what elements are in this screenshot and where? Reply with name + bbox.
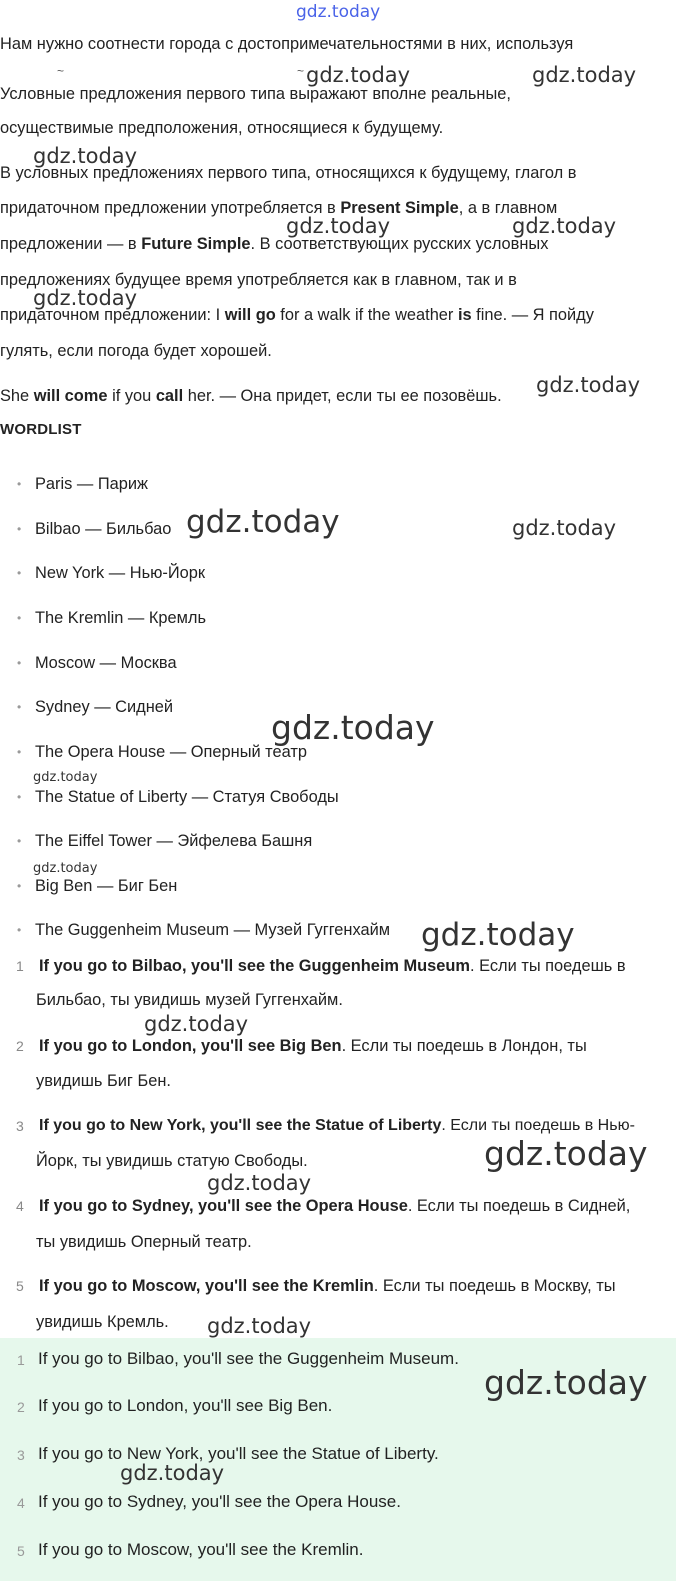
watermark-top: gdz.today	[296, 2, 381, 22]
watermark: gdz.today	[33, 770, 98, 785]
answer-line: If you go to London, you'll see Big Ben.	[38, 1396, 333, 1415]
watermark: gdz.today	[512, 214, 617, 238]
example-line: If you go to Moscow, you'll see the Kremlin. Если ты поедешь в Москву, ты	[39, 1277, 616, 1295]
intro-line-7: предложениях будущее время употребляется как в главном, так и в	[0, 271, 517, 289]
watermark: gdz.today	[512, 516, 617, 540]
example-continuation: ты увидишь Оперный театр.	[36, 1233, 252, 1251]
intro-line-10: She will come if you call her. — Она придет, если ты ее позовёшь.	[0, 387, 502, 405]
example-number: 5	[16, 1278, 24, 1294]
tilde-mark: ~	[57, 64, 65, 78]
answer-number: 1	[17, 1352, 25, 1368]
watermark: gdz.today	[120, 1461, 225, 1485]
answer-number: 2	[17, 1399, 25, 1415]
watermark: gdz.today	[484, 1134, 648, 1173]
example-number: 1	[16, 958, 24, 974]
answer-number: 5	[17, 1543, 25, 1559]
intro-line-9: гулять, если погода будет хорошей.	[0, 342, 272, 360]
watermark: gdz.today	[306, 63, 411, 87]
example-line: If you go to Bilbao, you'll see the Guggenheim Museum. Если ты поедешь в	[39, 957, 626, 975]
intro-line-4: В условных предложениях первого типа, относящихся к будущему, глагол в	[0, 164, 577, 182]
watermark: gdz.today	[271, 708, 435, 747]
watermark: gdz.today	[144, 1012, 249, 1036]
watermark: gdz.today	[421, 917, 575, 953]
example-number: 2	[16, 1038, 24, 1054]
tilde-mark: ~	[297, 64, 305, 78]
watermark: gdz.today	[207, 1171, 312, 1195]
wordlist-title: WORDLIST	[0, 421, 82, 438]
answer-line: If you go to Moscow, you'll see the Kremlin.	[38, 1540, 364, 1559]
example-number: 4	[16, 1198, 24, 1214]
example-line: If you go to London, you'll see Big Ben. Если ты поедешь в Лондон, ты	[39, 1037, 587, 1055]
watermark: gdz.today	[186, 504, 340, 540]
example-continuation: увидишь Кремль.	[36, 1313, 169, 1331]
example-number: 3	[16, 1118, 24, 1134]
answer-number: 4	[17, 1495, 25, 1511]
intro-line-6: предложении — в Future Simple. В соответствующих русских условных	[0, 235, 549, 253]
watermark: gdz.today	[33, 286, 138, 310]
example-continuation: Йорк, ты увидишь статую Свободы.	[36, 1152, 308, 1170]
example-continuation: Бильбао, ты увидишь музей Гуггенхайм.	[36, 991, 343, 1009]
intro-line-3: осуществимые предположения, относящиеся к будущему.	[0, 119, 444, 137]
answer-line: If you go to Sydney, you'll see the Opera House.	[38, 1492, 401, 1511]
watermark: gdz.today	[286, 214, 391, 238]
intro-line-1: Нам нужно соотнести города с достопримечательностями в них, используя	[0, 35, 574, 53]
intro-line-5: придаточном предложении употребляется в Present Simple, а в главном	[0, 199, 558, 217]
answer-number: 3	[17, 1447, 25, 1463]
intro-line-2: Условные предложения первого типа выражают вполне реальные,	[0, 85, 511, 103]
example-continuation: увидишь Биг Бен.	[36, 1072, 171, 1090]
intro-line-8: придаточном предложении: I will go for a walk if the weather is fine. — Я пойду	[0, 306, 594, 324]
watermark: gdz.today	[207, 1314, 312, 1338]
answer-line: If you go to New York, you'll see the Statue of Liberty.	[38, 1444, 439, 1463]
example-line: If you go to Sydney, you'll see the Opera House. Если ты поедешь в Сидней,	[39, 1197, 631, 1215]
example-line: If you go to New York, you'll see the Statue of Liberty. Если ты поедешь в Нью-	[39, 1117, 635, 1134]
watermark: gdz.today	[536, 373, 641, 397]
watermark: gdz.today	[532, 63, 637, 87]
watermark: gdz.today	[33, 861, 98, 876]
watermark: gdz.today	[484, 1363, 648, 1402]
watermark: gdz.today	[33, 144, 138, 168]
answer-line: If you go to Bilbao, you'll see the Guggenheim Museum.	[38, 1349, 459, 1368]
